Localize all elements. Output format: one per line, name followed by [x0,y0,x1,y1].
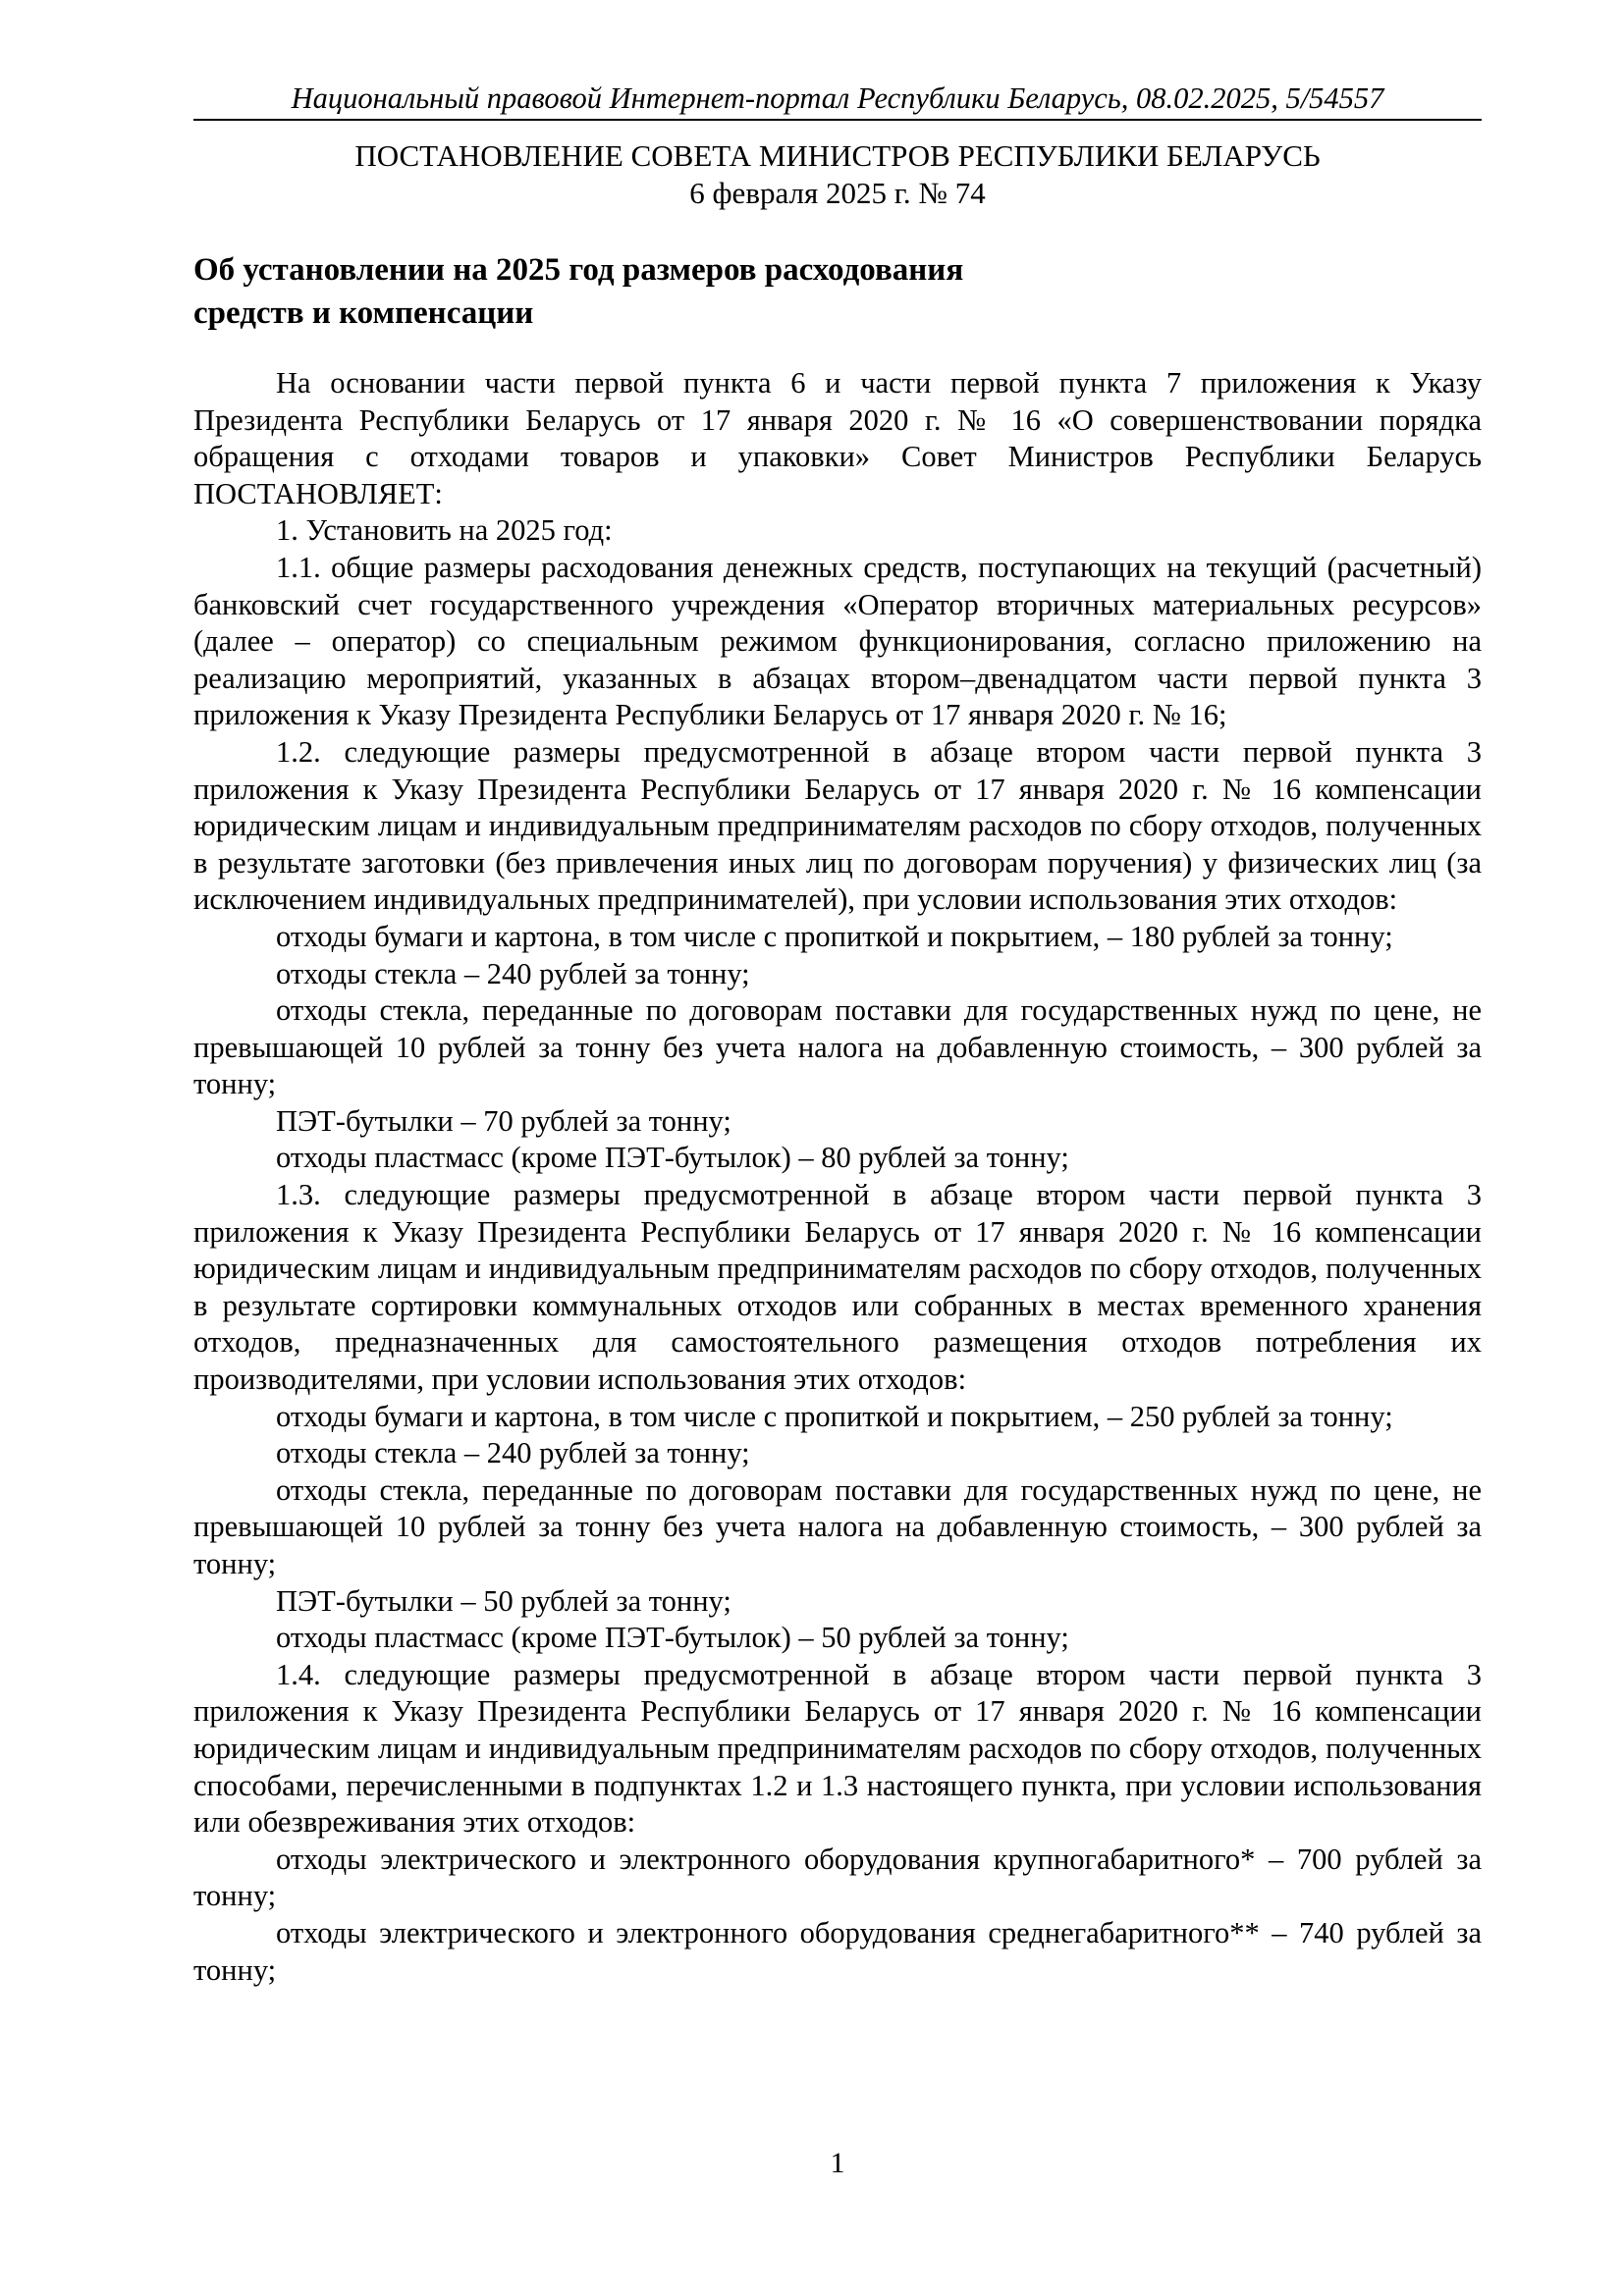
paragraph-item-1-3: 1.3. следующие размеры предусмотренной в абзаце втором части первой пункта 3 приложения к Указу Президента Республики Беларусь от 17 января 2020 г. № 16 компенсации юридическим лицам и индивидуальным предпринимателям расходов по сбору отходов, полученных в результате сортировки коммунальных отходов или собранных в местах временного хранения отходов, предназначенных для самостоятельного размещения отходов потребления их производителями, при условии использования этих отходов: [193,1178,1482,1397]
document-page [193,0,1482,2296]
list-item: отходы бумаги и картона, в том числе с пропиткой и покрытием, – 180 рублей за тонну; [276,919,1393,953]
paragraph-item-1-2: 1.2. следующие размеры предусмотренной в абзаце втором части первой пункта 3 приложения к Указу Президента Республики Беларусь от 17 января 2020 г. № 16 компенсации юридическим лицам и индивидуальным предпринимателям расходов по сбору отходов, полученных в результате заготовки (без привлечения иных лиц по договорам поручения) у физических лиц (за исключением индивидуальных предпринимателей), при условии использования этих отходов: [193,734,1482,917]
list-item: ПЭТ-бутылки – 50 рублей за тонну; [276,1583,731,1618]
list-item: отходы электрического и электронного оборудования крупногабаритного* – 700 рублей за тонну; [193,1842,1482,1913]
document-date-number: 6 февраля 2025 г. № 74 [689,176,986,210]
paragraph-item-1-4: 1.4. следующие размеры предусмотренной в абзаце втором части первой пункта 3 приложения к Указу Президента Республики Беларусь от 17 января 2020 г. № 16 компенсации юридическим лицам и индивидуальным предпринимателям расходов по сбору отходов, полученных способами, перечисленными в подпунктах 1.2 и 1.3 настоящего пункта, при условии использования или обезвреживания этих отходов: [193,1657,1482,1840]
portal-header: Национальный правовой Интернет-портал Республики Беларусь, 08.02.2025, 5/54557 [291,81,1384,115]
list-item: отходы бумаги и картона, в том числе с пропиткой и покрытием, – 250 рублей за тонну; [276,1399,1393,1433]
document-body [193,365,1482,1989]
list-item: ПЭТ-бутылки – 70 рублей за тонну; [276,1103,731,1138]
list-item: отходы стекла, переданные по договорам поставки для государственных нужд по цене, не превышающей 10 рублей за тонну без учета налога на добавленную стоимость, – 300 рублей за тонну; [193,1472,1482,1580]
paragraph-item-1: 1. Установить на 2025 год: [276,513,613,548]
document-title [193,248,1175,335]
list-item: отходы стекла – 240 рублей за тонну; [276,1436,750,1470]
document-type: ПОСТАНОВЛЕНИЕ СОВЕТА МИНИСТРОВ РЕСПУБЛИКИ БЕЛАРУСЬ [354,138,1321,173]
paragraph-item-1-1: 1.1. общие размеры расходования денежных средств, поступающих на текущий (расчетный) банковский счет государственного учреждения «Оператор вторичных материальных ресурсов» (далее – оператор) со специальным режимом функционирования, согласно приложению на реализацию мероприятий, указанных в абзацах втором–двенадцатом части первой пункта 3 приложения к Указу Президента Республики Беларусь от 17 января 2020 г. № 16; [193,550,1482,732]
list-item: отходы стекла, переданные по договорам поставки для государственных нужд по цене, не превышающей 10 рублей за тонну без учета налога на добавленную стоимость, – 300 рублей за тонну; [193,993,1482,1101]
list-item: отходы электрического и электронного оборудования среднегабаритного** – 740 рублей за тонну; [193,1915,1482,1987]
list-item: отходы стекла – 240 рублей за тонну; [276,956,750,990]
title-line-1: Об установлении на 2025 год размеров расходования [193,252,964,288]
paragraph-preamble: На основании части первой пункта 6 и части первой пункта 7 приложения к Указу Президента Республики Беларусь от 17 января 2020 г. № 16 «О совершенствовании порядка обращения с отходами товаров и упаковки» Совет Министров Республики Беларусь ПОСТАНОВЛЯЕТ: [193,366,1482,510]
title-line-2: средств и компенсации [193,295,534,331]
list-item: отходы пластмасс (кроме ПЭТ-бутылок) – 50 рублей за тонну; [276,1621,1069,1655]
page-number: 1 [830,2147,845,2179]
header-divider [193,119,1482,121]
list-item: отходы пластмасс (кроме ПЭТ-бутылок) – 80 рублей за тонну; [276,1141,1069,1175]
